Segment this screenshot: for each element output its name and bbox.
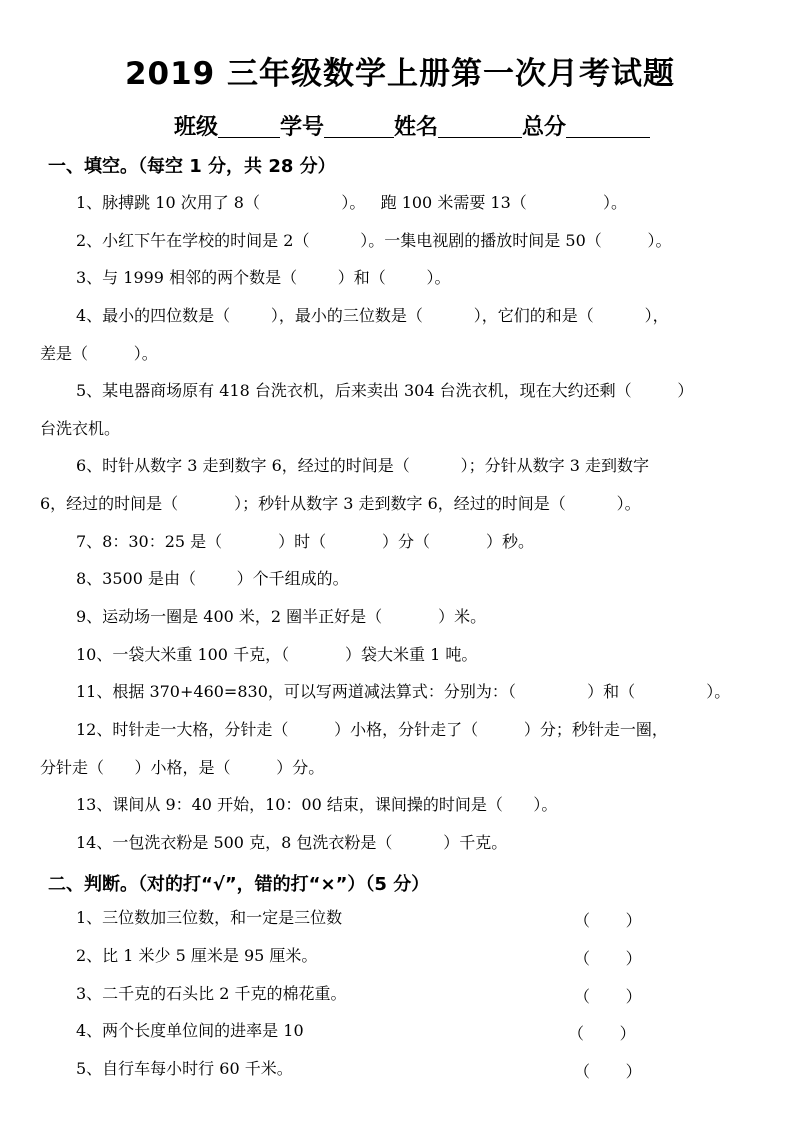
judge-item-4: 4、两个长度单位间的进率是 10: [76, 1021, 304, 1040]
judge-answer-2[interactable]: （ ）: [574, 949, 642, 968]
judge-answer-4[interactable]: （ ）: [568, 1024, 636, 1043]
question-7: 7、8：30：25 是（ ）时（ ）分（ ）秒。: [76, 532, 535, 551]
class-label: 班级: [174, 115, 219, 140]
judge-item-3: 3、二千克的石头比 2 千克的棉花重。: [76, 984, 347, 1003]
question-12-continued: 分针走（ ）小格，是（ ）分。: [40, 758, 325, 777]
question-4: 4、最小的四位数是（ ），最小的三位数是（ ），它们的和是（ ），: [76, 306, 669, 325]
judge-item-1: 1、三位数加三位数，和一定是三位数: [76, 908, 343, 927]
total-blank[interactable]: [566, 115, 650, 138]
question-13: 13、课间从 9：40 开始，10：00 结束，课间操的时间是（ ）。: [76, 795, 558, 814]
judge-item-2: 2、比 1 米少 5 厘米是 95 厘米。: [76, 946, 318, 965]
judge-answer-5[interactable]: （ ）: [574, 1062, 642, 1081]
question-5-continued: 台洗衣机。: [40, 419, 121, 438]
judge-answer-3[interactable]: （ ）: [574, 987, 642, 1006]
question-6-continued: 6，经过的时间是（ ）；秒针从数字 3 走到数字 6，经过的时间是（ ）。: [40, 494, 641, 513]
judge-item-5: 5、自行车每小时行 60 千米。: [76, 1059, 293, 1078]
question-5: 5、某电器商场原有 418 台洗衣机，后来卖出 304 台洗衣机，现在大约还剩（ ）: [76, 381, 694, 400]
question-14: 14、一包洗衣粉是 500 克，8 包洗衣粉是（ ）千克。: [76, 833, 508, 852]
question-12: 12、时针走一大格，分针走（ ）小格，分针走了（ ）分；秒针走一圈，: [76, 720, 668, 739]
section-fill-in-heading: 一、填空。（每空 1 分，共 28 分）: [48, 156, 336, 177]
question-1: 1、脉搏跳 10 次用了 8（ ）。 跑 100 米需要 13（ ）。: [76, 193, 628, 212]
question-11: 11、根据 370+460=830，可以写两道减法算式：分别为：（ ）和（ ）。: [76, 682, 731, 701]
question-8: 8、3500 是由（ ）个千组成的。: [76, 569, 349, 588]
number-label: 学号: [280, 115, 325, 140]
question-6: 6、时针从数字 3 走到数字 6，经过的时间是（ ）；分针从数字 3 走到数字: [76, 456, 650, 475]
question-10: 10、一袋大米重 100 千克，（ ）袋大米重 1 吨。: [76, 645, 478, 664]
class-blank[interactable]: [218, 115, 280, 138]
question-2: 2、小红下午在学校的时间是 2（ ）。一集电视剧的播放时间是 50（ ）。: [76, 231, 672, 250]
total-label: 总分: [522, 115, 567, 140]
question-9: 9、运动场一圈是 400 米，2 圈半正好是（ ）米。: [76, 607, 487, 626]
question-3: 3、与 1999 相邻的两个数是（ ）和（ ）。: [76, 268, 451, 287]
page-title: 2019 三年级数学上册第一次月考试题: [124, 56, 676, 92]
judge-answer-1[interactable]: （ ）: [574, 911, 642, 930]
question-4-continued: 差是（ ）。: [40, 344, 158, 363]
name-label: 姓名: [394, 115, 439, 140]
name-blank[interactable]: [438, 115, 522, 138]
section-true-false-heading: 二、判断。（对的打“√”，错的打“×”）（5 分）: [48, 874, 430, 895]
number-blank[interactable]: [324, 115, 394, 138]
student-info-line: [174, 110, 674, 141]
